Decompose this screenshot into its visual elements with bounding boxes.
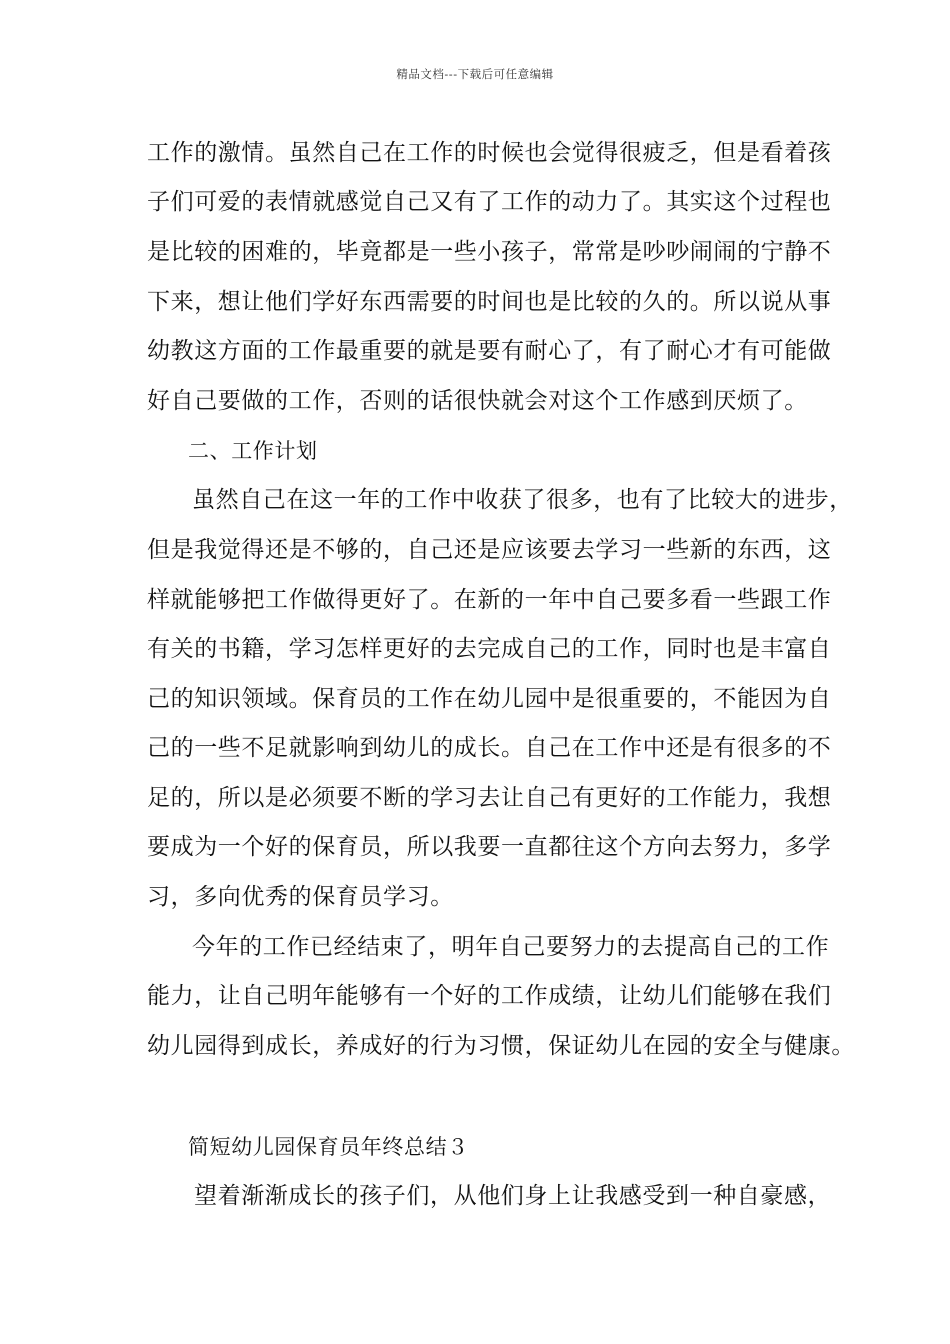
page-header: 精品文档---下载后可任意编辑 bbox=[396, 67, 554, 81]
paragraph-line: 样就能够把工作做得更好了。在新的一年中自己要多看一些跟工作 bbox=[147, 587, 832, 613]
paragraph-line: 能力，让自己明年能够有一个好的工作成绩，让幼儿们能够在我们 bbox=[147, 983, 832, 1009]
paragraph-line: 习，多向优秀的保育员学习。 bbox=[147, 884, 454, 910]
paragraph-line: 子们可爱的表情就感觉自己又有了工作的动力了。其实这个过程也 bbox=[147, 189, 832, 215]
paragraph-line: 是比较的困难的，毕竟都是一些小孩子，常常是吵吵闹闹的宁静不 bbox=[147, 239, 832, 265]
paragraph-line: 下来，想让他们学好东西需要的时间也是比较的久的。所以说从事 bbox=[147, 289, 832, 315]
paragraph-line: 己的知识领域。保育员的工作在幼儿园中是很重要的，不能因为自 bbox=[147, 686, 832, 712]
paragraph-line: 幼儿园得到成长，养成好的行为习惯，保证幼儿在园的安全与健康。 bbox=[147, 1033, 855, 1059]
paragraph-line: 要成为一个好的保育员，所以我要一直都往这个方向去努力，多学 bbox=[147, 834, 832, 860]
paragraph-line: 有关的书籍，学习怎样更好的去完成自己的工作，同时也是丰富自 bbox=[147, 636, 832, 662]
section-heading: 二、工作计划 bbox=[188, 439, 318, 463]
paragraph-line: 望着渐渐成长的孩子们，从他们身上让我感受到一种自豪感， bbox=[194, 1183, 832, 1209]
paragraph-line: 己的一些不足就影响到幼儿的成长。自己在工作中还是有很多的不 bbox=[147, 735, 832, 761]
paragraph-line: 虽然自己在这一年的工作中收获了很多，也有了比较大的进步， bbox=[192, 487, 853, 513]
paragraph-line: 今年的工作已经结束了，明年自己要努力的去提高自己的工作 bbox=[192, 934, 830, 960]
paragraph-line: 工作的激情。虽然自己在工作的时候也会觉得很疲乏，但是看着孩 bbox=[147, 140, 832, 166]
section-title: 简短幼儿园保育员年终总结３ bbox=[188, 1135, 469, 1159]
paragraph-line: 但是我觉得还是不够的，自己还是应该要去学习一些新的东西，这 bbox=[147, 537, 832, 563]
paragraph-line: 幼教这方面的工作最重要的就是要有耐心了，有了耐心才有可能做 bbox=[147, 338, 832, 364]
paragraph-line: 足的，所以是必须要不断的学习去让自己有更好的工作能力，我想 bbox=[147, 785, 832, 811]
paragraph-line: 好自己要做的工作，否则的话很快就会对这个工作感到厌烦了。 bbox=[147, 388, 808, 414]
